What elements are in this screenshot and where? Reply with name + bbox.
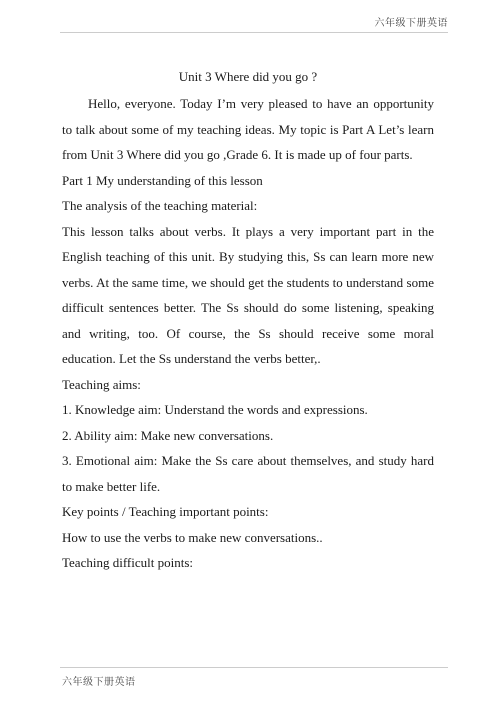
header-divider xyxy=(60,32,448,33)
analysis-paragraph: This lesson talks about verbs. It plays a very important part in the English teaching of this unit. By studying this, Ss can learn more new verbs. At the same time, we should get the students to understand some difficult sentences better. The Ss should do some listening, speaking and writing, too. Of course, the Ss should receive some moral education. Let the Ss understand the verbs better,. xyxy=(62,223,434,366)
part1-heading: Part 1 My understanding of this lesson xyxy=(62,172,263,188)
page-header: 六年级下册英语 xyxy=(374,18,448,29)
document-title: Unit 3 Where did you go ? xyxy=(178,69,318,84)
key-points-heading: Key points / Teaching important points: xyxy=(62,504,269,519)
aim-item: 3. Emotional aim: Make the Ss care about themselves, and study hard to make better life. xyxy=(62,453,434,494)
document-body xyxy=(62,64,434,576)
aim-item: 1. Knowledge aim: Understand the words and expressions. xyxy=(62,402,368,417)
footer-divider xyxy=(60,667,448,668)
difficult-points-heading: Teaching difficult points: xyxy=(62,555,193,570)
aims-heading: Teaching aims: xyxy=(62,376,141,392)
aim-item: 2. Ability aim: Make new conversations. xyxy=(62,427,274,443)
analysis-heading: The analysis of the teaching material: xyxy=(62,198,258,213)
intro-paragraph: Hello, everyone. Today I’m very pleased to have an opportunity to talk about some of my teaching ideas. My topic is Part A Let’s learn from Unit 3 Where did you go ,Grade 6. It is made up of four parts. xyxy=(62,96,434,162)
key-points-paragraph: How to use the verbs to make new conversations.. xyxy=(62,529,323,545)
page-footer: 六年级下册英语 xyxy=(62,677,136,688)
